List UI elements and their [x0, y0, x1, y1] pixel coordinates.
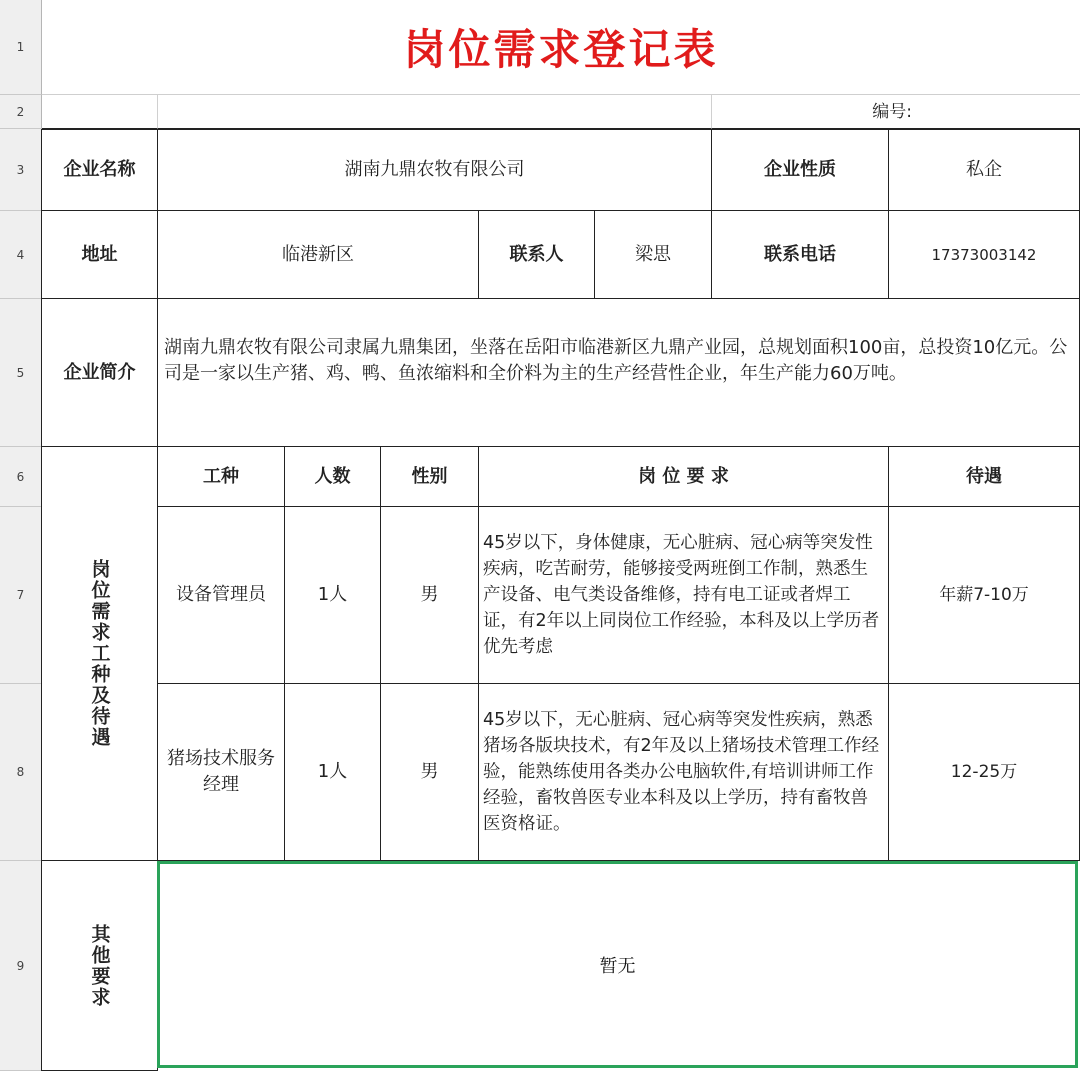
jobs-section-label	[41, 446, 158, 861]
header-job-type: 工种	[157, 446, 285, 507]
job-count: 1人	[284, 683, 381, 861]
row2-blank-b	[158, 95, 712, 129]
job-gender: 男	[380, 506, 479, 684]
row-number-3: 3	[0, 129, 42, 211]
row-number-4: 4	[0, 211, 42, 299]
header-requirement: 岗 位 要 求	[478, 446, 889, 507]
row-number-2: 2	[0, 95, 42, 129]
serial-number-label: 编号:	[712, 95, 1080, 129]
contact-label: 联系人	[478, 210, 595, 299]
phone-value: 17373003142	[888, 210, 1080, 299]
row-number-9: 9	[0, 861, 42, 1071]
form-title: 岗位需求登记表	[42, 0, 1080, 95]
company-name-label: 企业名称	[41, 129, 158, 211]
header-count: 人数	[284, 446, 381, 507]
job-count: 1人	[284, 506, 381, 684]
other-requirements-label	[41, 860, 158, 1071]
intro-label: 企业简介	[41, 298, 158, 447]
row-number-8: 8	[0, 684, 42, 861]
row-number-5: 5	[0, 299, 42, 447]
row-number-1: 1	[0, 0, 42, 95]
address-value: 临港新区	[157, 210, 479, 299]
job-requirement: 45岁以下，身体健康，无心脏病、冠心病等突发性疾病，吃苦耐劳，能够接受两班倒工作制，熟悉生产设备、电气类设备维修，持有电工证或者焊工证，有2年以上同岗位工作经验，本科及以上学历者优先考虑	[478, 506, 889, 684]
job-type: 猪场技术服务经理	[157, 683, 285, 861]
job-gender: 男	[380, 683, 479, 861]
job-salary: 年薪7-10万	[888, 506, 1080, 684]
job-requirement: 45岁以下，无心脏病、冠心病等突发性疾病，熟悉猪场各版块技术，有2年及以上猪场技术管理工作经验，能熟练使用各类办公电脑软件,有培训讲师工作经验，畜牧兽医专业本科及以上学历，持有畜牧兽医资格证。	[478, 683, 889, 861]
job-salary: 12-25万	[888, 683, 1080, 861]
header-salary: 待遇	[888, 446, 1080, 507]
other-requirements-cell[interactable]	[157, 861, 1078, 1068]
header-gender: 性别	[380, 446, 479, 507]
row-number-7: 7	[0, 507, 42, 684]
company-type-label: 企业性质	[711, 129, 889, 211]
other-requirements-label-text: 其他要求	[88, 923, 111, 1008]
address-label: 地址	[41, 210, 158, 299]
job-type: 设备管理员	[157, 506, 285, 684]
intro-value: 湖南九鼎农牧有限公司隶属九鼎集团，坐落在岳阳市临港新区九鼎产业园，总规划面积100亩，总投资10亿元。公司是一家以生产猪、鸡、鸭、鱼浓缩料和全价料为主的生产经营性企业，年生产能力60万吨。	[157, 298, 1080, 447]
row-number-6: 6	[0, 447, 42, 507]
company-name-value: 湖南九鼎农牧有限公司	[157, 129, 712, 211]
contact-value: 梁思	[594, 210, 712, 299]
row2-blank-a	[42, 95, 158, 129]
other-requirements-value: 暂无	[599, 955, 636, 977]
company-type-value: 私企	[888, 129, 1080, 211]
jobs-section-label-text: 岗位需求工种及待遇	[88, 559, 111, 748]
phone-label: 联系电话	[711, 210, 889, 299]
